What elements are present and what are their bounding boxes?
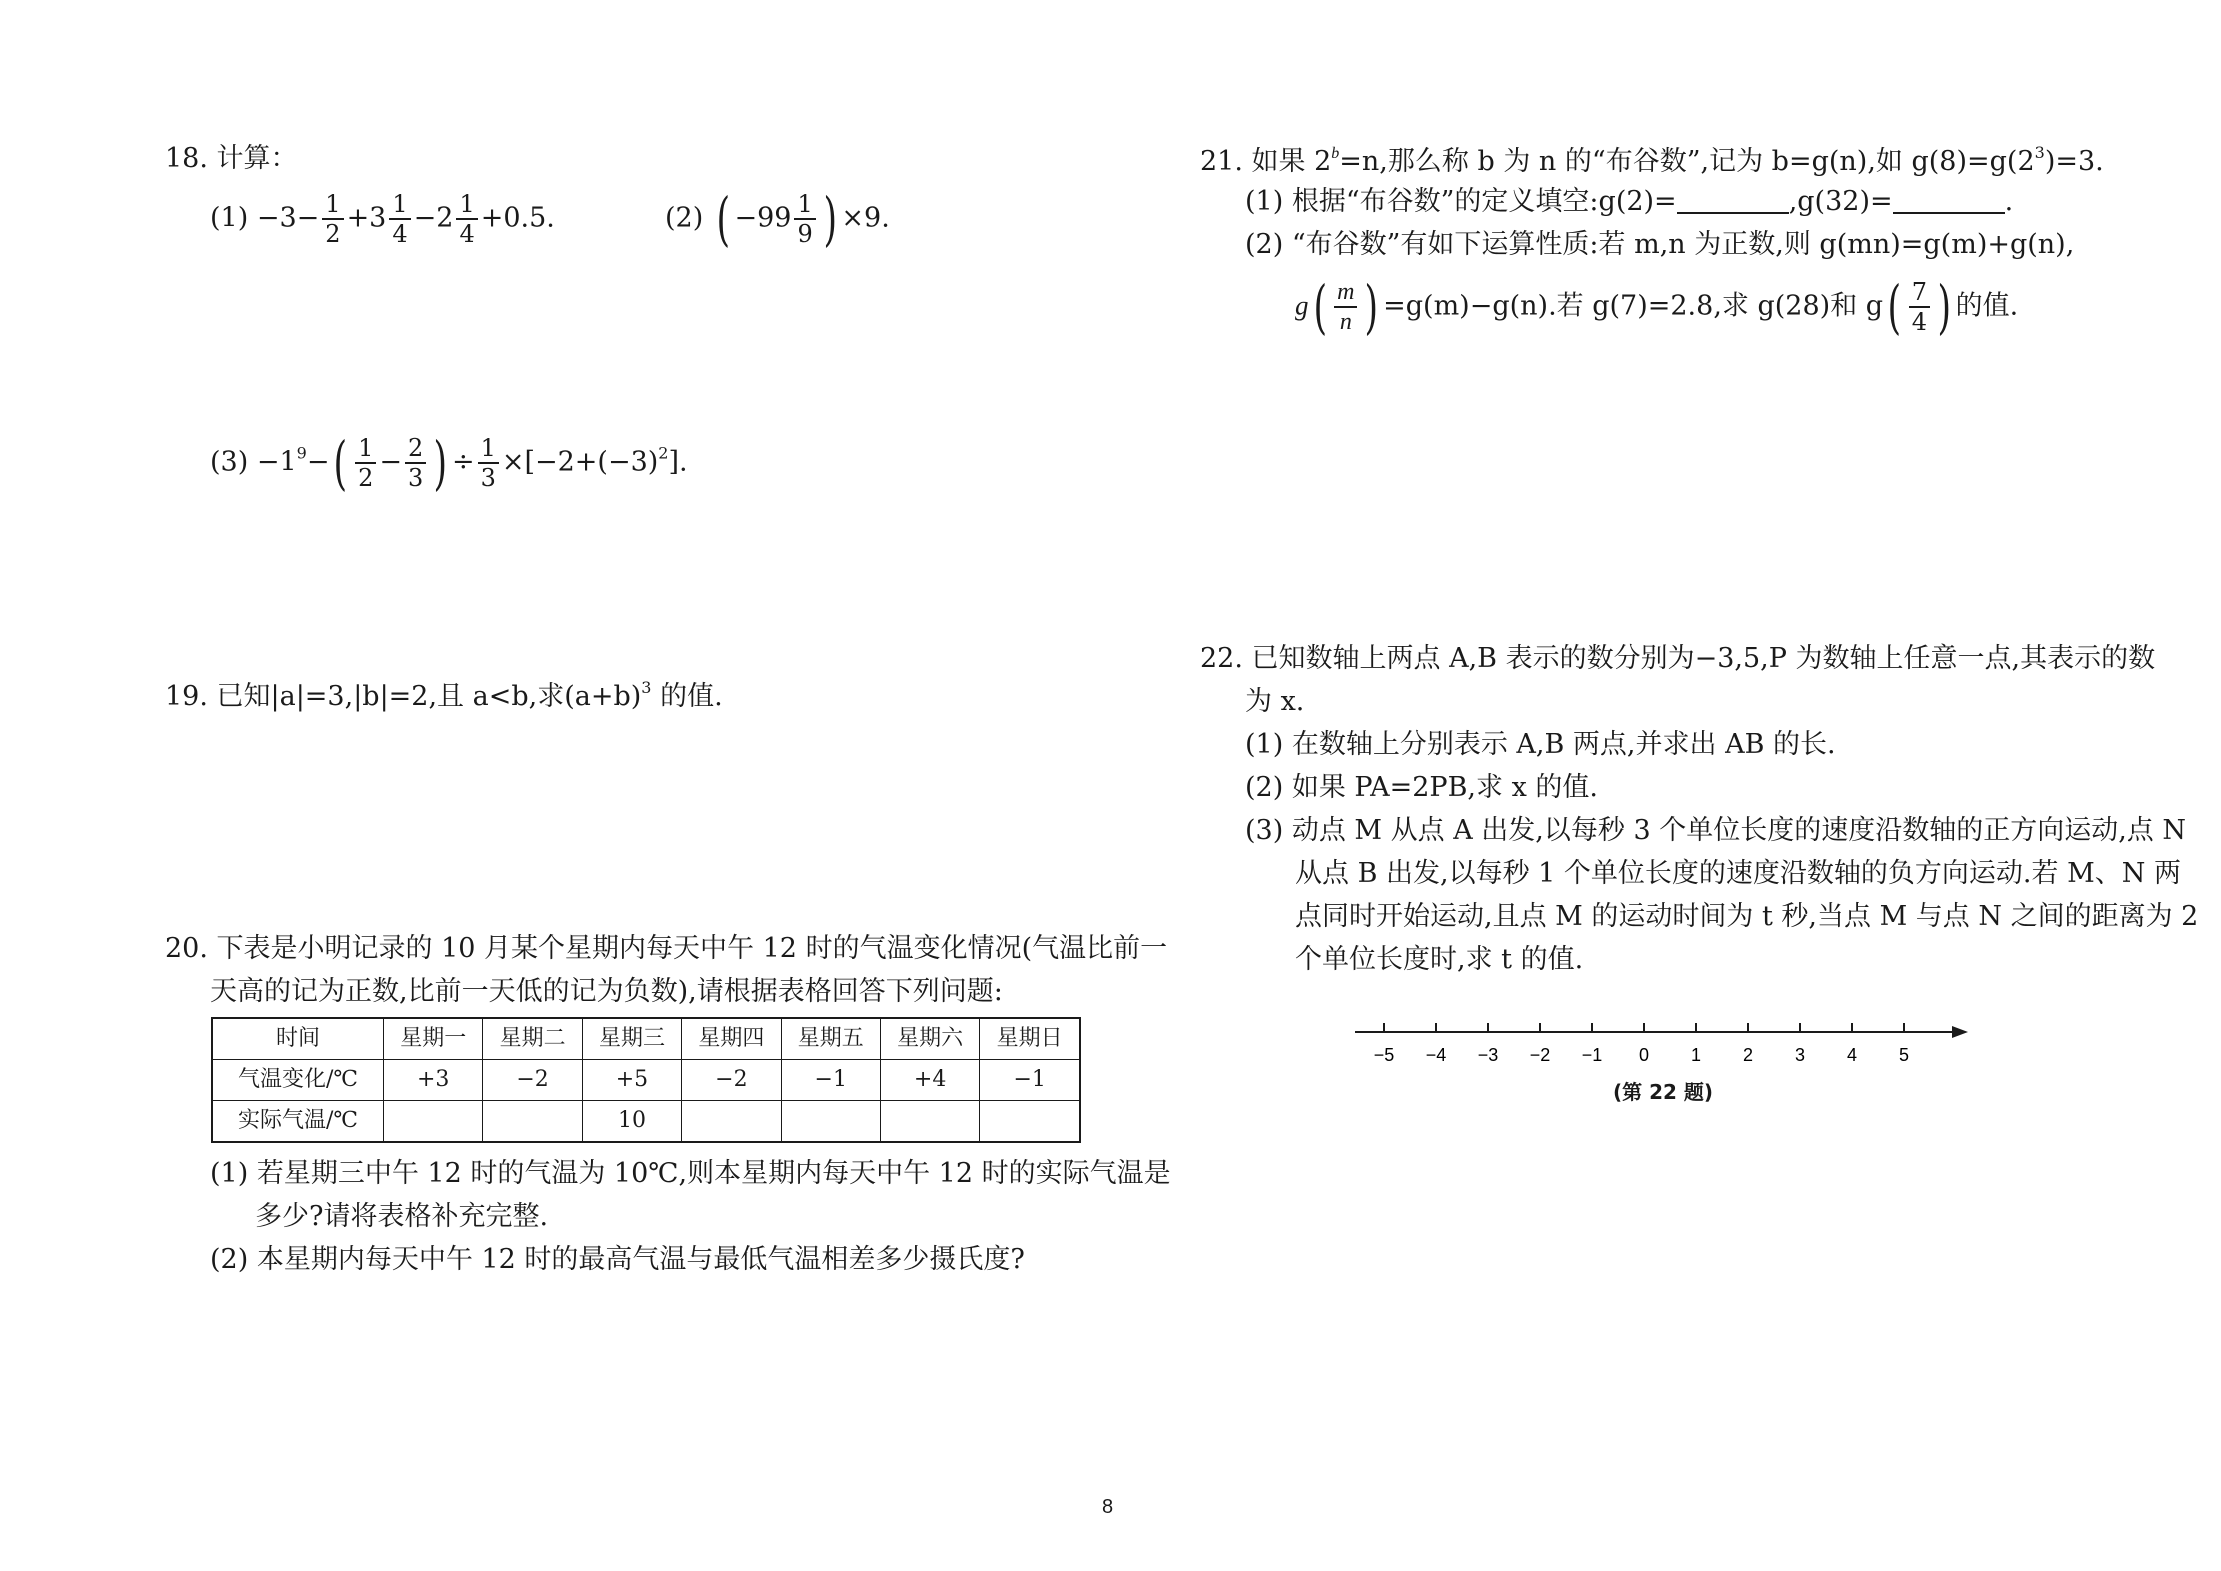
q22-sub1: (1) 在数轴上分别表示 A,B 两点,并求出 AB 的长.	[1245, 729, 1836, 760]
q21-sub1: (1) 根据“布谷数”的定义填空:g(2)= ,g(32)= .	[1245, 186, 2014, 217]
table-cell: 星期四	[682, 1018, 781, 1060]
number-line-tick-label: −1	[1581, 1045, 1603, 1065]
q22-sub3-line2: 从点 B 出发,以每秒 1 个单位长度的速度沿数轴的负方向运动.若 M、N 两	[1295, 858, 2181, 889]
table-row	[212, 1101, 1080, 1143]
table-cell	[682, 1101, 781, 1143]
number-line-tick-label: 5	[1898, 1045, 1910, 1065]
table-row	[212, 1060, 1080, 1101]
table-cell: +5	[582, 1060, 681, 1101]
table-cell	[384, 1101, 483, 1143]
number-line-tick-label: 2	[1742, 1045, 1754, 1065]
q22-sub3-line4: 个单位长度时,求 t 的值.	[1295, 944, 1584, 975]
table-cell: −1	[781, 1060, 880, 1101]
q22-sub3-line1: (3) 动点 M 从点 A 出发,以每秒 3 个单位长度的速度沿数轴的正方向运动,点 N	[1245, 815, 2187, 846]
number-line-tick-label: 3	[1794, 1045, 1806, 1065]
table-cell: −2	[682, 1060, 781, 1101]
number-line-tick-label: −4	[1425, 1045, 1447, 1065]
q18-part2: (2) ( −99 $\frac{1}{9}$ ) ×9.	[665, 185, 890, 253]
answer-blank	[1677, 212, 1789, 214]
table-cell	[483, 1101, 582, 1143]
q18-header: 18. 计算：	[165, 143, 298, 174]
table-cell: −2	[483, 1060, 582, 1101]
q18-part3: $(3) -1^9-$( $\frac{1}{2}$ − $\frac{2}{3}$ ) ÷ $\frac{1}{3}$ $\times[-2+(-3)^2]$.	[210, 429, 688, 497]
table-cell: 实际气温/℃	[212, 1101, 384, 1143]
number-line-arrow	[1952, 1026, 1968, 1038]
q20-sub2: (2) 本星期内每天中午 12 时的最高气温与最低气温相差多少摄氏度?	[210, 1244, 1025, 1275]
q20-sub1-line1: (1) 若星期三中午 12 时的气温为 10℃,则本星期内每天中午 12 时的实际气温是	[210, 1158, 1171, 1189]
number-line-tick-label: −3	[1477, 1045, 1499, 1065]
number-line-tick-label: −5	[1373, 1045, 1395, 1065]
q22-line2: 为 x.	[1245, 686, 1305, 717]
figure-caption: (第 22 题)	[1613, 1080, 1714, 1104]
answer-blank	[1893, 212, 2005, 214]
table-cell: 星期日	[980, 1018, 1080, 1060]
number-line-tick-label: 1	[1690, 1045, 1702, 1065]
q20-intro-line1: 20. 下表是小明记录的 10 月某个星期内每天中午 12 时的气温变化情况(气温比前一	[165, 933, 1168, 964]
table-cell: −1	[980, 1060, 1080, 1101]
q21-sub2-line1: (2) “布谷数”有如下运算性质:若 m,n 为正数,则 g(mn)=g(m)+g(n),	[1245, 229, 2075, 260]
table-cell: 星期六	[880, 1018, 979, 1060]
q20-intro-line2: 天高的记为正数,比前一天低的记为负数),请根据表格回答下列问题:	[210, 976, 1003, 1007]
number-line-tick-label: 4	[1846, 1045, 1858, 1065]
table-cell: +4	[880, 1060, 979, 1101]
table-cell: 时间	[212, 1018, 384, 1060]
q22-sub2: (2) 如果 PA=2PB,求 x 的值.	[1245, 772, 1598, 803]
number-line-tick-label: 0	[1638, 1045, 1650, 1065]
table-cell: 星期一	[384, 1018, 483, 1060]
q19-text: 19. 已知|a|=3,|b|=2,且 a<b,求$(a+b)^3$ 的值.	[165, 678, 723, 712]
table-cell: +3	[384, 1060, 483, 1101]
page-number: 8	[1102, 1496, 1114, 1518]
table-cell	[980, 1101, 1080, 1143]
number-line-tick-label: −2	[1529, 1045, 1551, 1065]
table-cell	[781, 1101, 880, 1143]
q18-part1: (1) −3− $\frac{1}{2}$ +3 $\frac{1}{4}$ −2 $\frac{1}{4}$ +0.5.	[210, 190, 555, 248]
temperature-table	[211, 1017, 1081, 1143]
q20-sub1-line2: 多少?请将表格补充完整.	[255, 1201, 549, 1232]
number-line	[1340, 1010, 1980, 1090]
q22-line1: 22. 已知数轴上两点 A,B 表示的数分别为−3,5,P 为数轴上任意一点,其表示的数	[1200, 643, 2156, 674]
table-cell: 星期三	[582, 1018, 681, 1060]
q21-line1: 21. 如果 $2^b=n$,那么称 b 为 n 的“布谷数”,记为 b=g(n),如 $g(8)=g(2^3)=3$.	[1200, 143, 2104, 177]
table-header-row	[212, 1018, 1080, 1060]
table-cell: 星期五	[781, 1018, 880, 1060]
q21-sub2-line2: g( $\frac{m}{n}$ ) =g(m)−g(n).若 g(7)=2.8,求 g(28)和 g( $\frac{7}{4}$ ) 的值.	[1295, 273, 2019, 341]
q22-sub3-line3: 点同时开始运动,且点 M 的运动时间为 t 秒,当点 M 与点 N 之间的距离为 2	[1295, 901, 2199, 932]
table-cell	[880, 1101, 979, 1143]
table-cell: 星期二	[483, 1018, 582, 1060]
table-cell: 10	[582, 1101, 681, 1143]
table-cell: 气温变化/℃	[212, 1060, 384, 1101]
